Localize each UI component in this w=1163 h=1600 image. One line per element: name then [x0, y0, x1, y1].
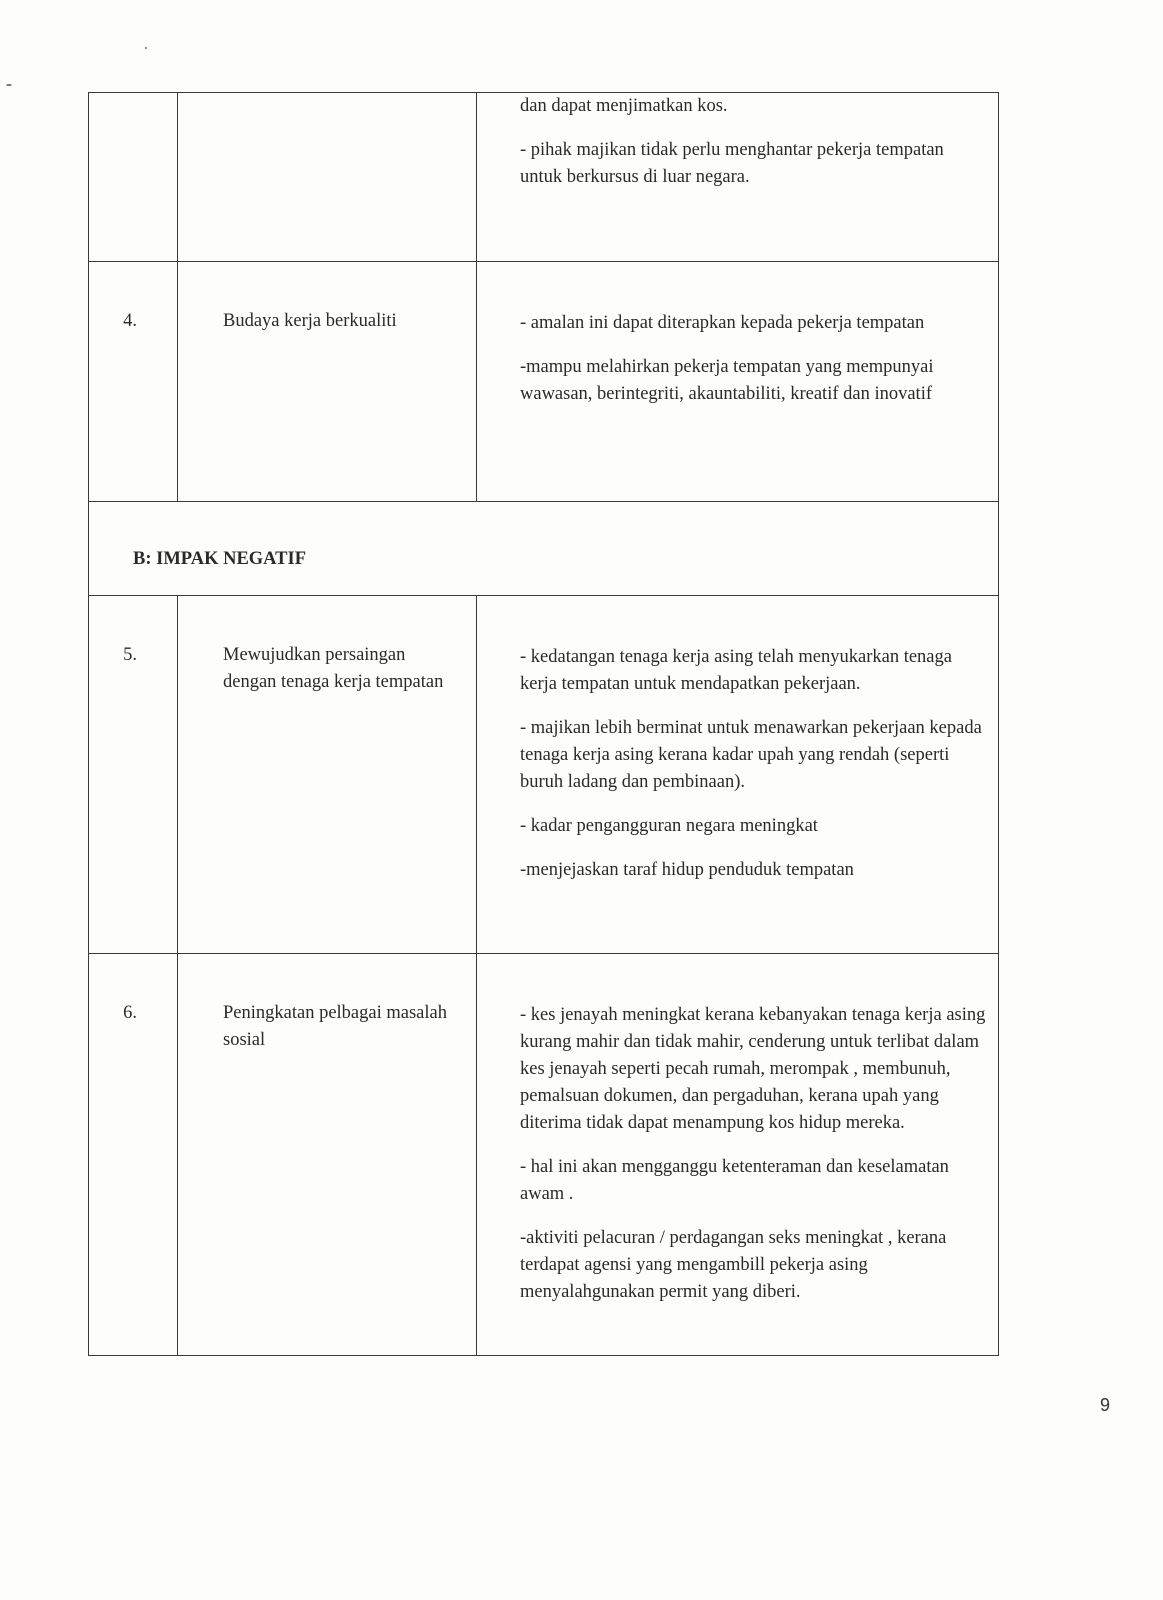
table-row [89, 262, 999, 502]
row-description [477, 93, 999, 262]
table-row [89, 596, 999, 954]
description-point: - amalan ini dapat diterapkan kepada pekerja tempatan [520, 313, 925, 333]
description-point: -aktiviti pelacuran / perdagangan seks meningkat , kerana terdapat agensi yang mengambill pekerja asing menyalahgunakan permit yang diberi. [520, 1228, 947, 1302]
scan-speck [6, 84, 12, 86]
description-point: -mampu melahirkan pekerja tempatan yang mempunyai wawasan, berintegriti, akauntabiliti, kreatif dan inovatif [520, 357, 934, 404]
row-description [477, 262, 999, 502]
scan-speck [145, 47, 147, 49]
row-title [178, 93, 477, 262]
description-point: - kadar pengangguran negara meningkat [520, 816, 818, 836]
row-description [477, 954, 999, 1356]
section-row [89, 502, 999, 596]
description-point: dan dapat menjimatkan kos. [520, 96, 728, 116]
description-point: - kedatangan tenaga kerja asing telah menyukarkan tenaga kerja tempatan untuk mendapatkan pekerjaan. [520, 647, 952, 694]
row-title: Peningkatan pelbagai masalah sosial [178, 954, 477, 1356]
description-point: - majikan lebih berminat untuk menawarkan pekerjaan kepada tenaga kerja asing kerana kadar upah yang rendah (seperti buruh ladang dan pembinaan). [520, 718, 982, 792]
row-number [89, 93, 178, 262]
row-title: Budaya kerja berkualiti [178, 262, 477, 502]
impact-table [88, 92, 999, 1356]
page-number: 9 [1100, 1395, 1111, 1415]
description-point: - hal ini akan mengganggu ketenteraman dan keselamatan awam . [520, 1157, 949, 1204]
row-number: 5. [89, 596, 178, 954]
table-row [89, 93, 999, 262]
row-description [477, 596, 999, 954]
description-point: - pihak majikan tidak perlu menghantar pekerja tempatan untuk berkursus di luar negara. [520, 140, 944, 187]
description-point: -menjejaskan taraf hidup penduduk tempatan [520, 860, 854, 880]
description-point: - kes jenayah meningkat kerana kebanyakan tenaga kerja asing kurang mahir dan tidak mahir, cenderung untuk terlibat dalam kes jenayah seperti pecah rumah, merompak , membunuh, pemalsuan dokumen, dan pergaduhan, kerana upah yang diterima tidak dapat menampung kos hidup mereka. [520, 1005, 986, 1133]
row-title: Mewujudkan persaingan dengan tenaga kerja tempatan [178, 596, 477, 954]
row-number: 4. [89, 262, 178, 502]
table-row [89, 954, 999, 1356]
section-heading: B: IMPAK NEGATIF [89, 502, 999, 596]
row-number: 6. [89, 954, 178, 1356]
